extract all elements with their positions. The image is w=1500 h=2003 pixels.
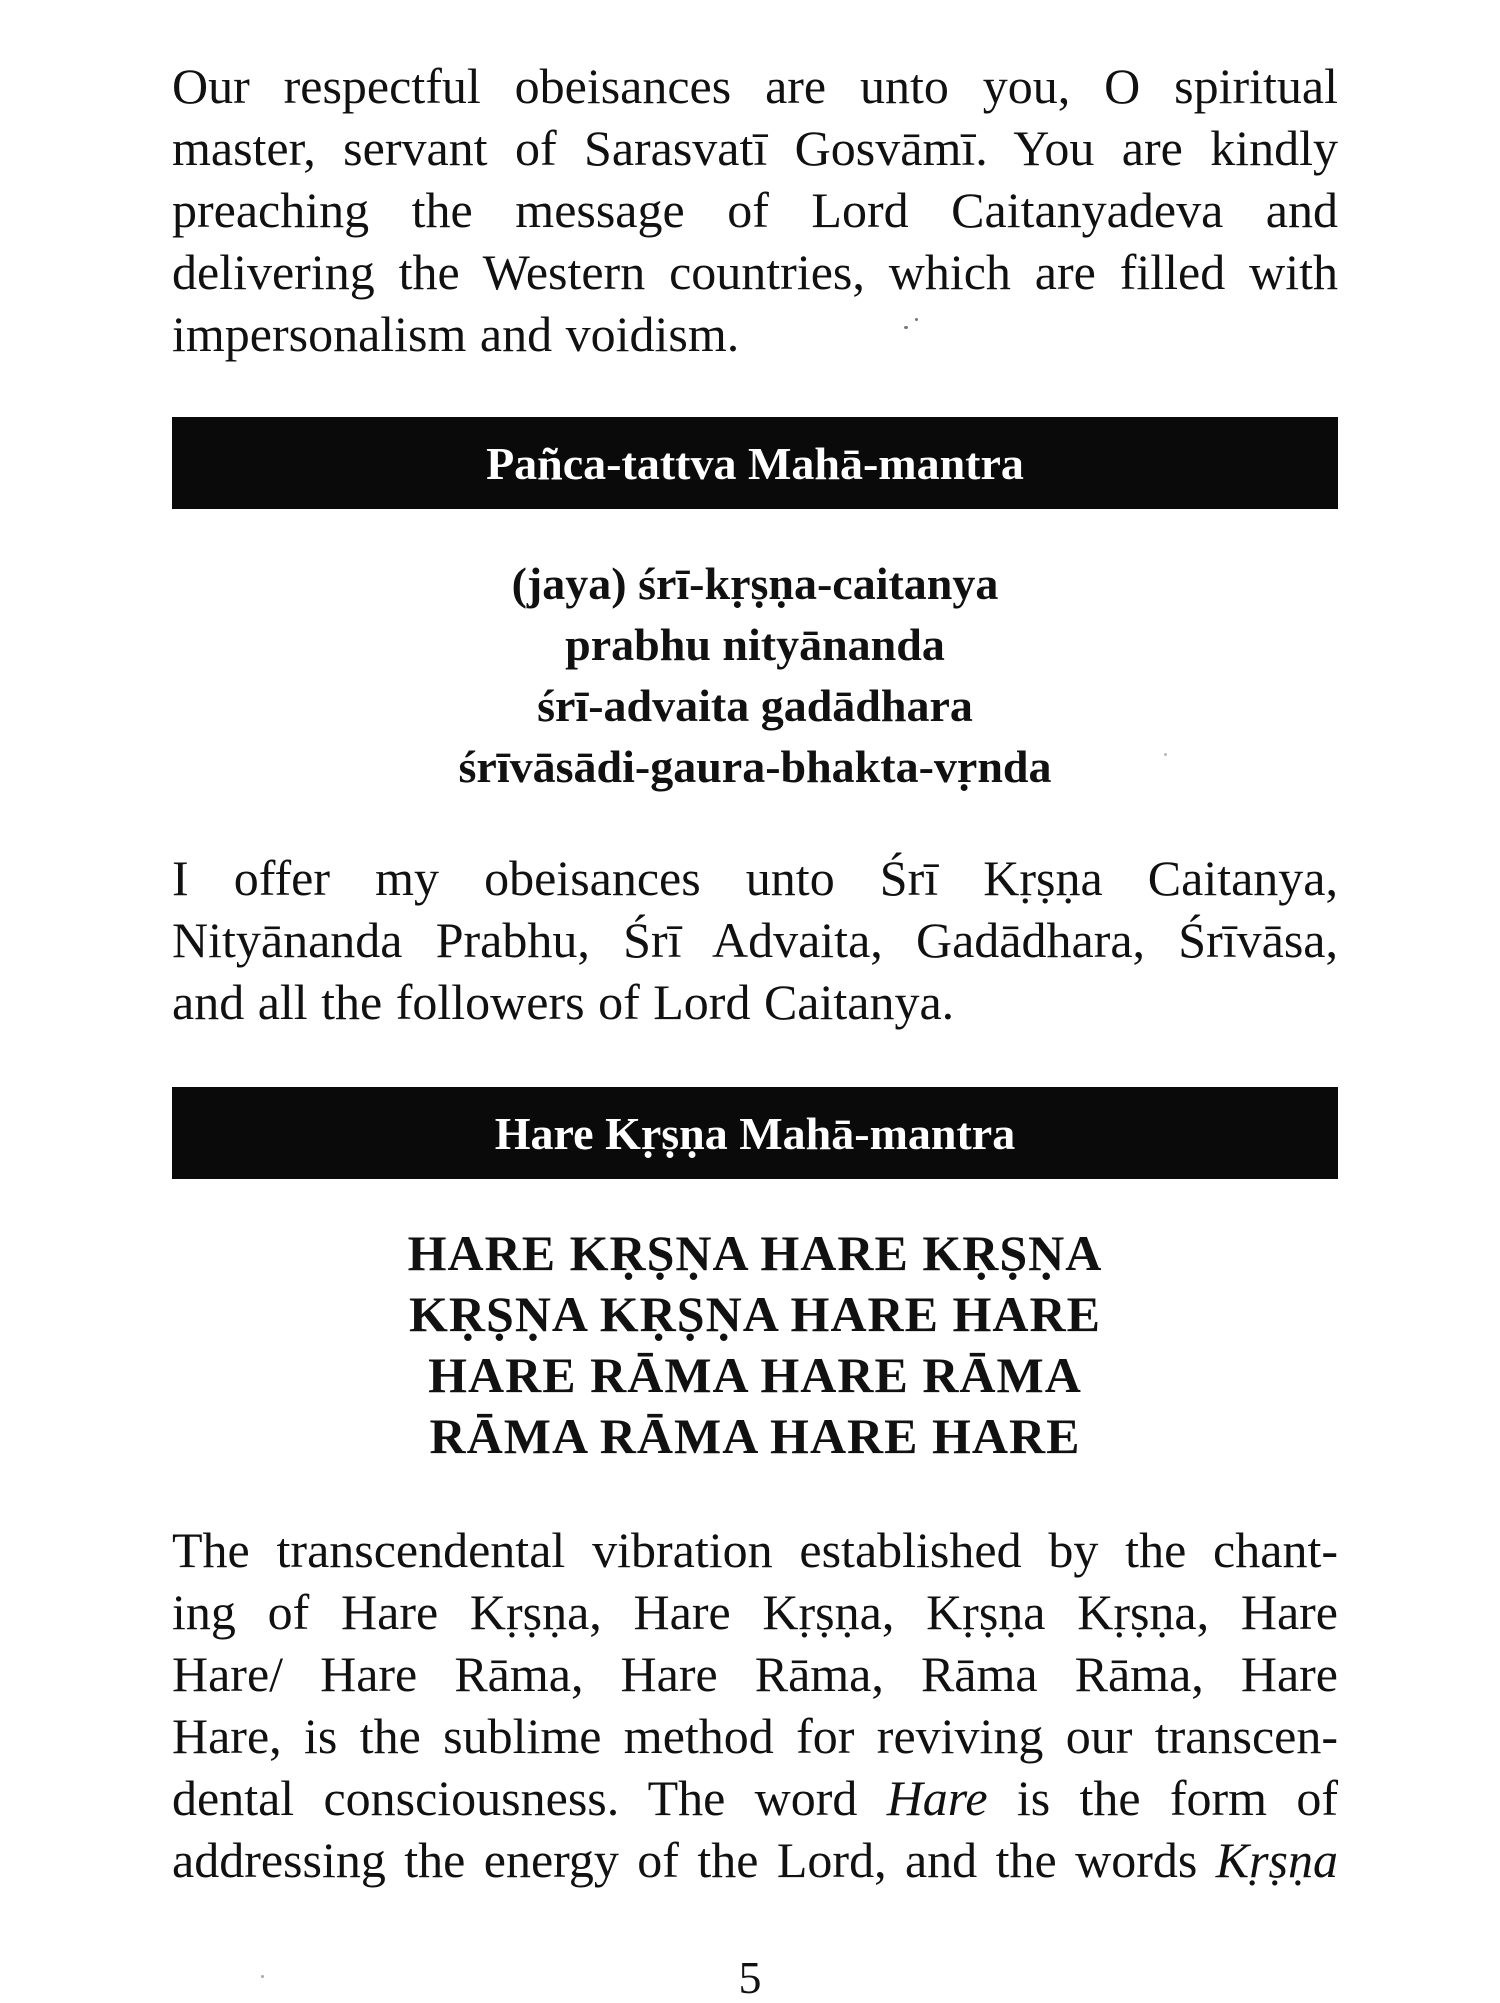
explanation-line [172, 1767, 1338, 1829]
translation-line: and all the followers of Lord Caitanya. [172, 974, 955, 1030]
intro-paragraph [172, 55, 1338, 365]
intro-line: impersonalism and voidism. [172, 306, 740, 362]
explanation-line: Hare, is the sublime method for reviving our transcen- [172, 1708, 1338, 1764]
panca-tattva-verse [172, 553, 1338, 797]
italic-term: Kṛṣṇa [1215, 1832, 1338, 1888]
translation-line: Nityānanda Prabhu, Śrī Advaita, Gadādhara, Śrīvāsa, [172, 912, 1338, 968]
explanation-text: is the form of [1016, 1770, 1338, 1826]
mantra-line: KṚṢṆA KṚṢṆA HARE HARE [409, 1286, 1101, 1342]
intro-line: delivering the Western countries, which are filled with [172, 244, 1338, 300]
scan-speck [915, 318, 918, 321]
explanation-line [172, 1829, 1338, 1891]
explanation-line: ing of Hare Kṛṣṇa, Hare Kṛṣṇa, Kṛṣṇa Kṛṣṇa, Hare [172, 1584, 1338, 1640]
verse-line: śrīvāsādi-gaura-bhakta-vṛnda [458, 741, 1052, 792]
intro-line: master, servant of Sarasvatī Gosvāmī. You are kindly [172, 120, 1338, 176]
italic-term: Hare [886, 1770, 988, 1826]
document-page [172, 55, 1338, 1891]
scan-speck [904, 326, 908, 329]
mantra-line: HARE KṚṢṆA HARE KṚṢṆA [407, 1225, 1103, 1281]
verse-line: (jaya) śrī-kṛṣṇa-caitanya [511, 558, 999, 609]
mantra-line: RĀMA RĀMA HARE HARE [429, 1408, 1081, 1464]
intro-line: Our respectful obeisances are unto you, O spiritual [172, 58, 1338, 114]
mantra-line: HARE RĀMA HARE RĀMA [428, 1347, 1082, 1403]
page-number: 5 [738, 1952, 762, 2003]
section-heading-panca-tattva: Pañca-tattva Mahā-mantra [172, 417, 1338, 509]
translation-line: I offer my obeisances unto Śrī Kṛṣṇa Caitanya, [172, 850, 1338, 906]
explanation-line: Hare/ Hare Rāma, Hare Rāma, Rāma Rāma, Hare [172, 1646, 1338, 1702]
panca-tattva-translation [172, 847, 1338, 1033]
intro-line: preaching the message of Lord Caitanyadeva and [172, 182, 1338, 238]
explanation-text: addressing the energy of the Lord, and the words [172, 1832, 1198, 1888]
mantra-explanation [172, 1519, 1338, 1891]
section-heading-hare-krsna: Hare Kṛṣṇa Mahā-mantra [172, 1087, 1338, 1179]
explanation-line: The transcendental vibration established by the chant- [172, 1522, 1338, 1578]
verse-line: prabhu nityānanda [565, 619, 945, 670]
scan-speck [1164, 753, 1167, 756]
explanation-text: dental consciousness. The word [172, 1770, 858, 1826]
scan-speck [261, 1975, 264, 1978]
verse-line: śrī-advaita gadādhara [537, 680, 973, 731]
hare-krsna-mantra [172, 1223, 1338, 1467]
